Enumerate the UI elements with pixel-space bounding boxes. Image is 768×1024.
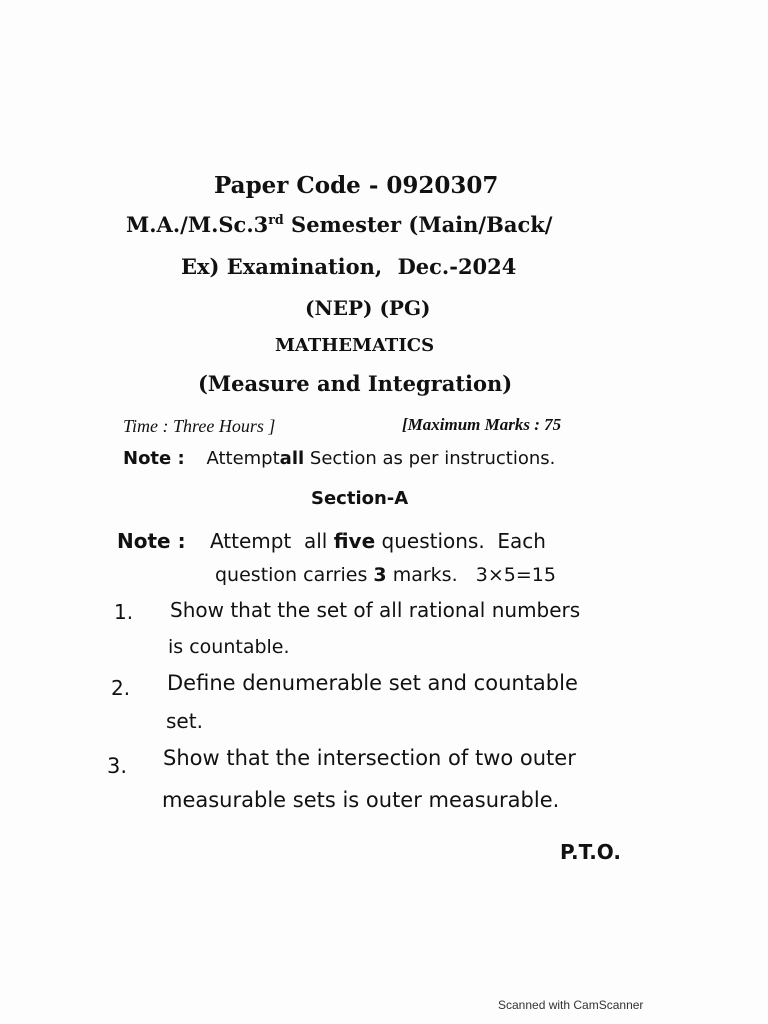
general-note bbox=[123, 448, 555, 469]
course-prefix: M.A./M.Sc.3 bbox=[126, 212, 269, 237]
section-a-marks-total: marks. 3×5=15 bbox=[392, 564, 556, 586]
question-2-number: 2. bbox=[111, 676, 131, 700]
paper-title: (Measure and Integration) bbox=[198, 371, 513, 396]
general-note-text-start: Attempt bbox=[206, 448, 280, 469]
paper-code-line bbox=[214, 172, 498, 199]
general-note-bold: all bbox=[279, 448, 305, 469]
question-3-text-line1: Show that the intersection of two outer bbox=[163, 746, 576, 770]
paper-code-value: 0920307 bbox=[386, 172, 499, 199]
section-a-note-text-start: Attempt all bbox=[209, 529, 328, 553]
scheme: (NEP) (PG) bbox=[305, 296, 431, 320]
question-1-text-line1: Show that the set of all rational numbers bbox=[170, 598, 581, 622]
question-2-text-line1: Define denumerable set and countable bbox=[167, 671, 578, 695]
maximum-marks: [Maximum Marks : 75 bbox=[402, 415, 562, 434]
general-note-text-end: Section as per instructions. bbox=[309, 448, 556, 469]
section-a-note-line2-text: question carries bbox=[215, 564, 368, 586]
section-a-marks-each: 3 bbox=[373, 564, 387, 586]
general-note-label: Note : bbox=[123, 448, 185, 469]
subject-title: MATHEMATICS bbox=[275, 335, 435, 356]
paper-code-label: Paper Code bbox=[214, 172, 361, 199]
question-3-number: 3. bbox=[107, 754, 128, 778]
section-a-note-label: Note : bbox=[117, 529, 186, 553]
section-a-note-text-end: questions. Each bbox=[381, 529, 546, 553]
question-3-text-line2: measurable sets is outer measurable. bbox=[162, 788, 560, 812]
time-allowed: Time : Three Hours ] bbox=[123, 416, 276, 436]
section-a-note-line2 bbox=[215, 564, 556, 586]
course-superscript: rd bbox=[268, 212, 284, 227]
course-line bbox=[126, 212, 552, 237]
course-suffix: Semester (Main/Back/ bbox=[291, 212, 553, 237]
exam-name: Ex) Examination, bbox=[181, 254, 383, 279]
section-a-note-bold: five bbox=[333, 529, 376, 553]
question-2-text-line2: set. bbox=[166, 709, 203, 733]
scanner-watermark: Scanned with CamScanner bbox=[498, 998, 644, 1012]
paper-code-separator: - bbox=[368, 172, 379, 199]
question-1-text-line2: is countable. bbox=[168, 636, 290, 658]
exam-date: Dec.-2024 bbox=[397, 254, 517, 279]
question-1-number: 1. bbox=[114, 600, 134, 624]
section-a-title: Section-A bbox=[311, 488, 409, 509]
section-a-note-line1 bbox=[117, 529, 546, 553]
exam-line bbox=[181, 254, 516, 279]
please-turn-over: P.T.O. bbox=[560, 840, 621, 864]
